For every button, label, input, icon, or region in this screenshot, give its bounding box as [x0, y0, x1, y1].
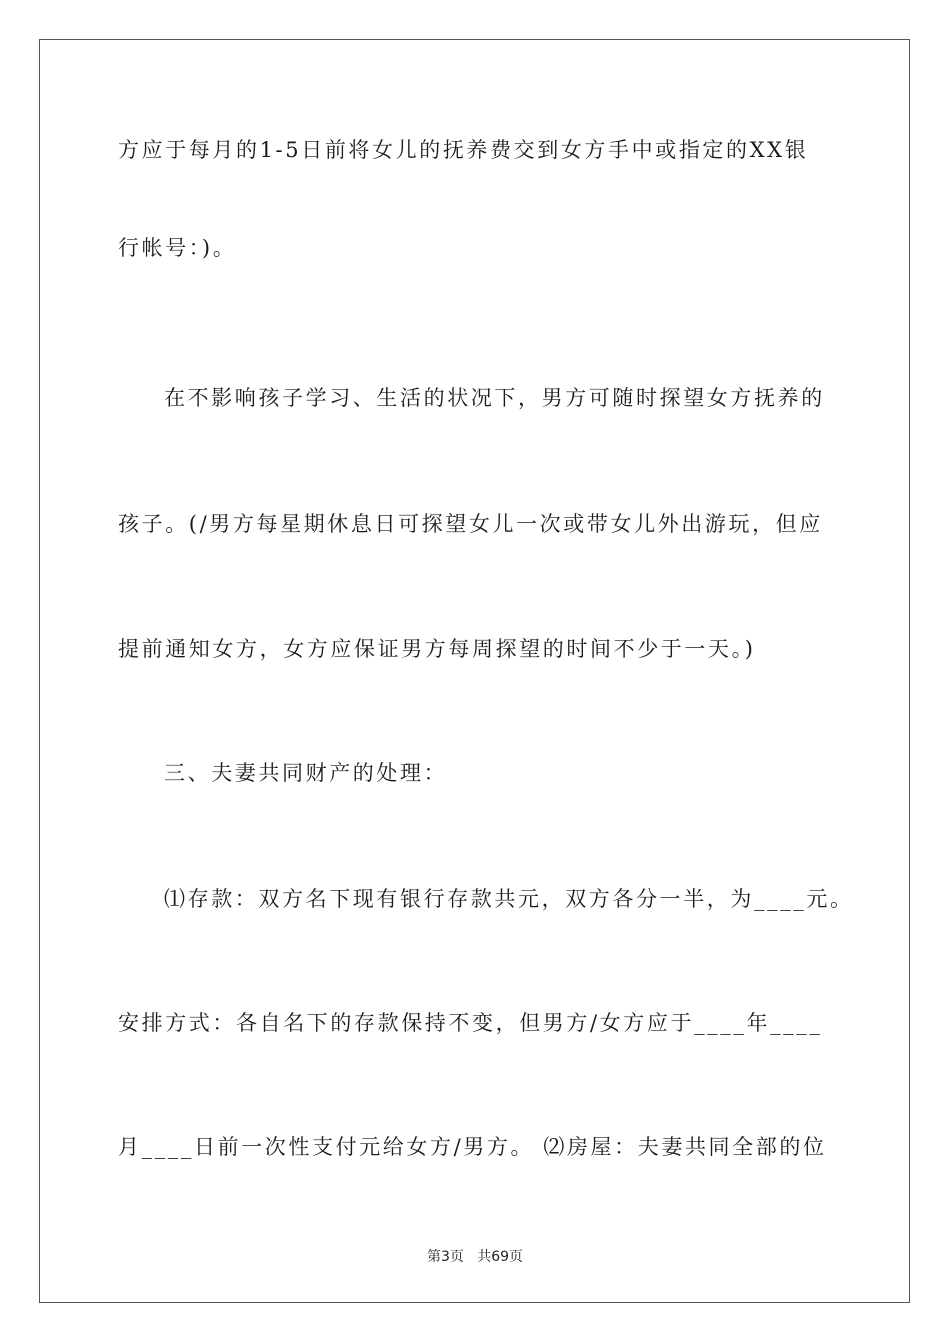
text-line-9: 月____日前一次性支付元给女方/男方。 ⑵房屋：夫妻共同全部的位 — [118, 1135, 827, 1159]
text-line-2: 行帐号：)。 — [118, 236, 237, 260]
section-heading-3: 三、夫妻共同财产的处理： — [164, 761, 448, 785]
text-line-1: 方应于每月的1-5日前将女儿的抚养费交到女方手中或指定的XX银 — [118, 138, 809, 162]
page-border — [39, 39, 910, 1303]
text-line-4: 孩子。(/男方每星期休息日可探望女儿一次或带女儿外出游玩，但应 — [118, 512, 823, 536]
page-footer: 第3页 共69页 — [426, 1249, 524, 1265]
text-line-5: 提前通知女方，女方应保证男方每周探望的时间不少于一天。) — [118, 637, 756, 661]
text-line-3: 在不影响孩子学习、生活的状况下，男方可随时探望女方抚养的 — [164, 386, 825, 410]
text-line-8: 安排方式：各自名下的存款保持不变，但男方/女方应于____年____ — [118, 1011, 823, 1035]
text-line-7: ⑴存款：双方名下现有银行存款共元，双方各分一半，为____元。 — [164, 887, 854, 911]
